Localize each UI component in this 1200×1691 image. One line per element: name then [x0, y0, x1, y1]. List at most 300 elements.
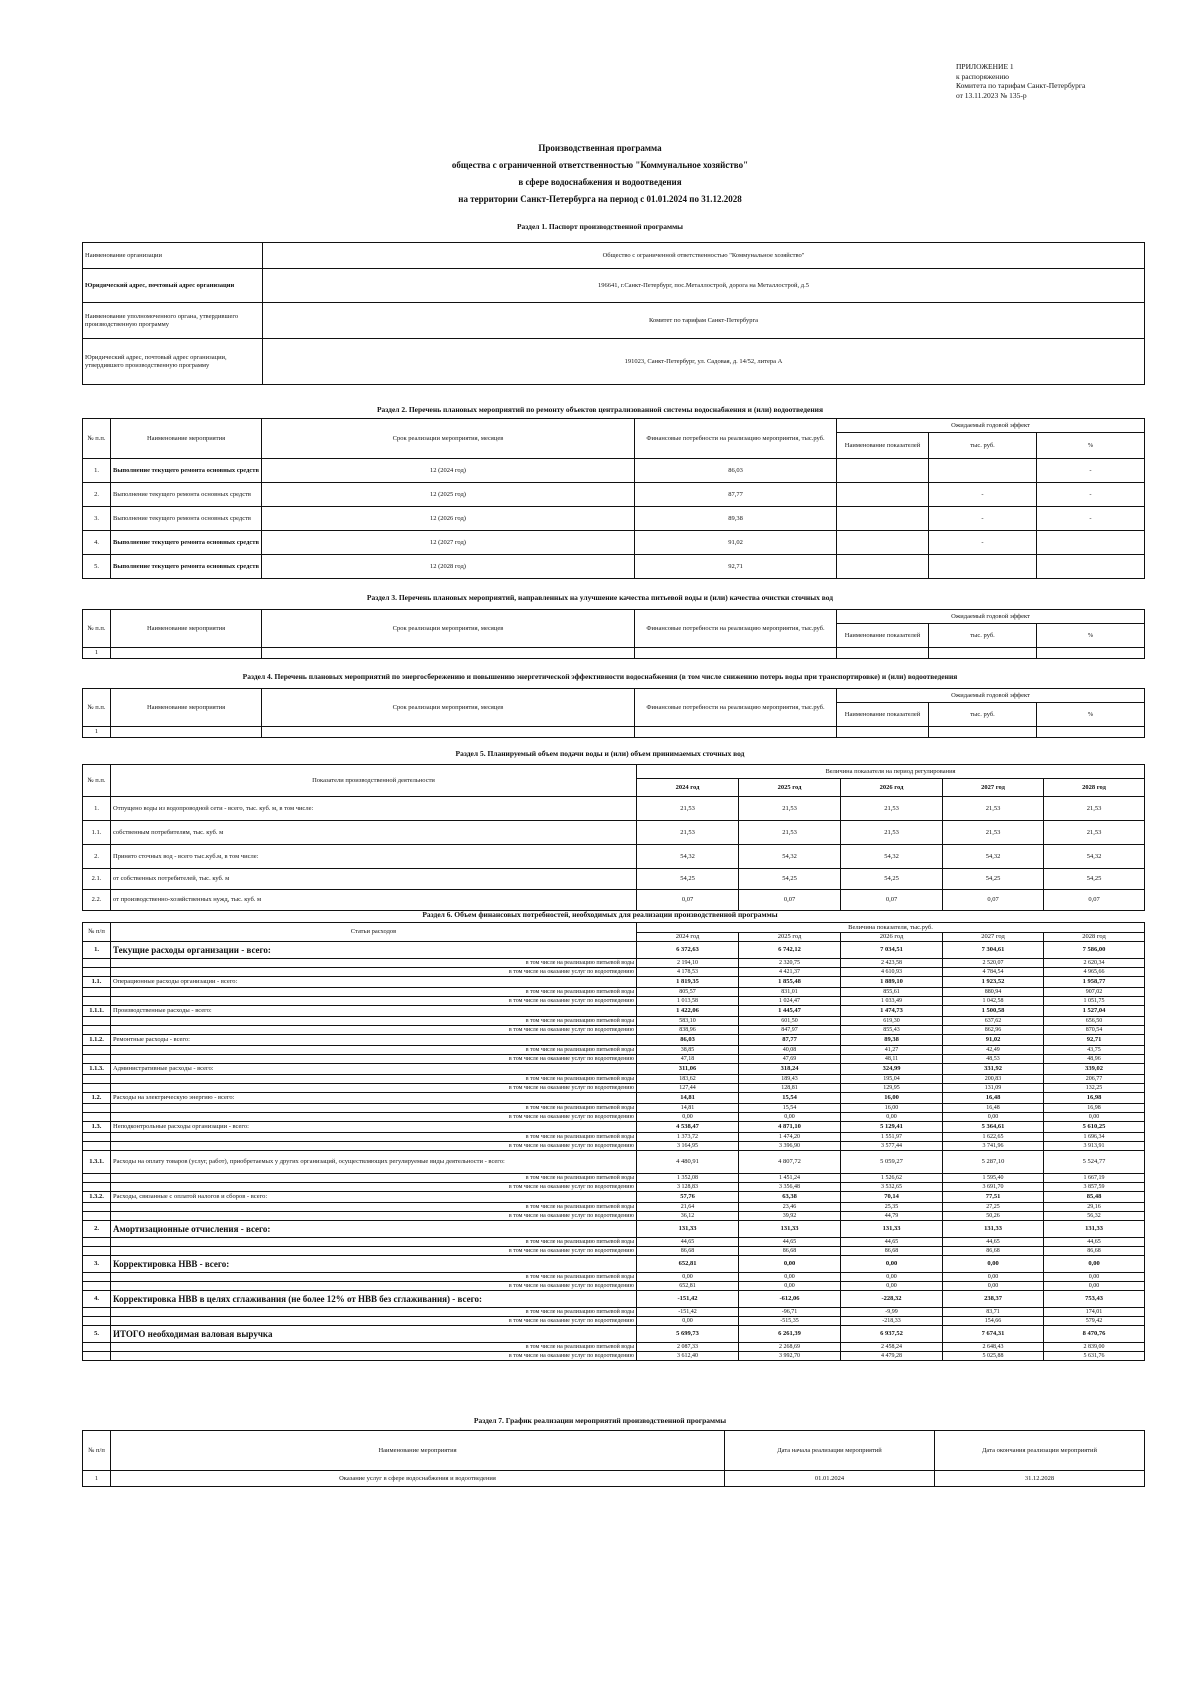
row-value: 831,01 [739, 988, 841, 997]
row-value: 2 320,75 [739, 959, 841, 968]
passport-label: Юридический адрес, почтовый адрес организации, утвердившего производственную программу [83, 339, 263, 385]
row-value: 21,53 [637, 821, 739, 845]
row-percent: - [1037, 459, 1145, 483]
row-num [83, 1046, 111, 1055]
header-year: 2024 год [637, 933, 739, 942]
row-num [83, 1142, 111, 1151]
row-value: 4 965,66 [1044, 968, 1145, 977]
table-row [83, 648, 1145, 659]
row-value: 0,00 [943, 1282, 1044, 1291]
row-value: 3 396,90 [739, 1142, 841, 1151]
passport-label: Наименование организации [83, 243, 263, 269]
table-subrow [83, 1046, 1145, 1055]
row-value: 1 526,62 [841, 1174, 943, 1183]
table-subrow [83, 1133, 1145, 1142]
row-value: 1 445,47 [739, 1006, 841, 1017]
row-value: 44,79 [841, 1212, 943, 1221]
section-4-title: Раздел 4. Перечень плановых мероприятий по энергосбережению и повышению энергетической эффективности водоснабжения (в том числе снижению потерь воды при транспортировке) и (или) водоотведения [242, 672, 958, 681]
row-value: 54,25 [943, 869, 1044, 890]
row-value: 1 451,24 [739, 1174, 841, 1183]
row-value: 54,25 [1044, 869, 1145, 890]
row-value: 5 059,27 [841, 1151, 943, 1174]
row-value: 1 696,34 [1044, 1133, 1145, 1142]
row-num [83, 1352, 111, 1361]
row-num: 3. [83, 507, 111, 531]
row-value: 3 577,44 [841, 1142, 943, 1151]
row-value: 753,43 [1044, 1291, 1145, 1308]
table-row [83, 1151, 1145, 1174]
row-value: 44,65 [739, 1238, 841, 1247]
row-value: 183,62 [637, 1075, 739, 1084]
row-label: в том числе на оказание услуг по водоотведению [111, 1212, 637, 1221]
row-value: 131,33 [841, 1221, 943, 1238]
row-label: Расходы на электрическую энергию - всего: [111, 1093, 637, 1104]
row-value: 54,32 [637, 845, 739, 869]
row-value: 54,25 [637, 869, 739, 890]
row-label: в том числе на оказание услуг по водоотведению [111, 1183, 637, 1192]
row-value: 855,43 [841, 1026, 943, 1035]
table-row [83, 821, 1145, 845]
row-value: 805,57 [637, 988, 739, 997]
quality-plan-table [82, 609, 1145, 659]
row-label: в том числе на оказание услуг по водоотведению [111, 1317, 637, 1326]
table-row [83, 942, 1145, 959]
row-value: 4 610,93 [841, 968, 943, 977]
row-num: 1.1.1. [83, 1006, 111, 1017]
row-value: 5 129,41 [841, 1122, 943, 1133]
financial-needs-table [82, 922, 1145, 1361]
row-value: 128,81 [739, 1084, 841, 1093]
row-value: 44,65 [841, 1238, 943, 1247]
row-value: -151,42 [637, 1308, 739, 1317]
row-value: 0,00 [637, 1113, 739, 1122]
header-num: № п.п. [83, 765, 111, 797]
row-indicator [837, 483, 929, 507]
table-header-row [83, 765, 1145, 779]
table-subrow [83, 968, 1145, 977]
row-label: в том числе на оказание услуг по водоотведению [111, 1084, 637, 1093]
section-2-title: Раздел 2. Перечень плановых мероприятий по ремонту объектов централизованной системы водоснабжения и (или) водоотведения [376, 405, 824, 414]
row-value: 583,10 [637, 1017, 739, 1026]
row-label: Текущие расходы организации - всего: [111, 942, 637, 959]
row-value: 0,00 [943, 1256, 1044, 1273]
row-label: в том числе на реализацию питьевой воды [111, 1238, 637, 1247]
row-value: 21,53 [1044, 821, 1145, 845]
row-num [83, 1017, 111, 1026]
table-header-row [83, 419, 1145, 433]
row-value: 47,69 [739, 1055, 841, 1064]
volume-table [82, 764, 1145, 911]
row-num: 1.1.3. [83, 1064, 111, 1075]
row-value: 21,53 [739, 821, 841, 845]
row-value: 131,33 [1044, 1221, 1145, 1238]
table-subrow [83, 1273, 1145, 1282]
row-value: 0,07 [841, 890, 943, 911]
row-value: 14,81 [637, 1093, 739, 1104]
row-value: 43,75 [1044, 1046, 1145, 1055]
row-value: 5 699,73 [637, 1326, 739, 1343]
row-value: 331,92 [943, 1064, 1044, 1075]
row-value: 4 871,10 [739, 1122, 841, 1133]
row-value: 16,98 [1044, 1104, 1145, 1113]
row-value: 870,54 [1044, 1026, 1145, 1035]
row-value: 4 480,91 [637, 1151, 739, 1174]
row-num [83, 1183, 111, 1192]
row-num [83, 1174, 111, 1183]
table-row [83, 1326, 1145, 1343]
section-7-title: Раздел 7. График реализации мероприятий производственной программы [473, 1416, 727, 1425]
row-value: 21,53 [841, 821, 943, 845]
row-value: 0,00 [739, 1113, 841, 1122]
table-row [83, 1006, 1145, 1017]
row-value: 3 612,40 [637, 1352, 739, 1361]
row-value: 38,85 [637, 1046, 739, 1055]
row-thousand-rub [929, 459, 1037, 483]
row-num: 1 [83, 1471, 111, 1487]
row-thousand-rub: - [929, 483, 1037, 507]
table-row [83, 339, 1145, 385]
row-num: 1. [83, 459, 111, 483]
row-value: 0,00 [739, 1273, 841, 1282]
row-value: 2 268,69 [739, 1343, 841, 1352]
header-effect: Ожидаемый годовой эффект [837, 610, 1145, 624]
row-value: 0,00 [841, 1113, 943, 1122]
row-num [83, 1203, 111, 1212]
row-value: 132,25 [1044, 1084, 1145, 1093]
row-percent: - [1037, 483, 1145, 507]
row-num [83, 1247, 111, 1256]
table-subrow [83, 1308, 1145, 1317]
row-label: Неподконтрольные расходы организации - всего: [111, 1122, 637, 1133]
row-value: 21,53 [739, 797, 841, 821]
document-title [0, 140, 1200, 208]
row-value: 1 595,40 [943, 1174, 1044, 1183]
table-row [83, 1122, 1145, 1133]
title-line: в сфере водоснабжения и водоотведения [518, 177, 682, 187]
row-value: 1 051,75 [1044, 997, 1145, 1006]
row-value: 89,38 [841, 1035, 943, 1046]
row-label: в том числе на реализацию питьевой воды [111, 1046, 637, 1055]
table-row [83, 1256, 1145, 1273]
row-indicator [837, 531, 929, 555]
header-event: Наименование мероприятия [111, 610, 262, 648]
row-term: 12 (2025 год) [262, 483, 635, 507]
row-value: 0,00 [739, 1282, 841, 1291]
row-value: 0,00 [841, 1282, 943, 1291]
row-value: 1 042,58 [943, 997, 1044, 1006]
row-num [83, 1317, 111, 1326]
row-thousand-rub: - [929, 507, 1037, 531]
row-num [83, 1113, 111, 1122]
table-row [83, 1471, 1145, 1487]
row-num: 3. [83, 1256, 111, 1273]
row-value: 44,65 [637, 1238, 739, 1247]
row-event: Выполнение текущего ремонта основных средств [111, 459, 262, 483]
row-label: в том числе на оказание услуг по водоотведению [111, 1247, 637, 1256]
row-value: 174,01 [1044, 1308, 1145, 1317]
row-value: 1 923,52 [943, 977, 1044, 988]
row-num [83, 959, 111, 968]
repair-plan-table [82, 418, 1145, 579]
header-num: № п/п [83, 923, 111, 942]
appendix-line: ПРИЛОЖЕНИЕ 1 [956, 62, 1014, 71]
row-value: 2 648,43 [943, 1343, 1044, 1352]
header-event: Наименование мероприятия [111, 1431, 725, 1471]
row-value: 3 532,65 [841, 1183, 943, 1192]
row-value: 7 304,61 [943, 942, 1044, 959]
row-num [83, 1026, 111, 1035]
header-indicator: Наименование показателей [837, 433, 929, 459]
passport-label: Наименование уполномоченного органа, утвердившего производственную программу [83, 303, 263, 339]
row-value: 1 033,49 [841, 997, 943, 1006]
row-value: 4 178,53 [637, 968, 739, 977]
row-label: от производственно-хозяйственных нужд, тыс. куб. м [111, 890, 637, 911]
header-indicator: Наименование показателей [837, 703, 929, 727]
header-period: Величина показателя на период регулирования [637, 765, 1145, 779]
row-value: 838,96 [637, 1026, 739, 1035]
row-value: 14,81 [637, 1104, 739, 1113]
row-num: 4. [83, 531, 111, 555]
title-line: на территории Санкт-Петербурга на период с 01.01.2024 по 31.12.2028 [458, 194, 742, 204]
row-value: 16,00 [841, 1093, 943, 1104]
row-value: 1 622,65 [943, 1133, 1044, 1142]
header-thousand-rub: тыс. руб. [929, 703, 1037, 727]
row-value: 21,53 [943, 821, 1044, 845]
header-finance: Финансовые потребности на реализацию мероприятия, тыс.руб. [635, 689, 837, 727]
row-num: 2. [83, 1221, 111, 1238]
row-label: Административные расходы - всего: [111, 1064, 637, 1075]
header-percent: % [1037, 703, 1145, 727]
row-value: 86,68 [841, 1247, 943, 1256]
row-value: 0,00 [841, 1256, 943, 1273]
row-value: 56,32 [1044, 1212, 1145, 1221]
row-indicator [837, 555, 929, 579]
row-label: Корректировка НВВ в целях сглаживания (не более 12% от НВВ без сглаживания) - всего: [111, 1291, 637, 1308]
row-value: 3 913,91 [1044, 1142, 1145, 1151]
passport-value: 196641, г.Санкт-Петербург, пос.Металлострой, дорога на Металлострой, д.5 [263, 269, 1145, 303]
row-value: 1 855,48 [739, 977, 841, 988]
header-percent: % [1037, 433, 1145, 459]
row-value: 1 024,47 [739, 997, 841, 1006]
row-value: 48,96 [1044, 1055, 1145, 1064]
row-label: собственным потребителям, тыс. куб. м [111, 821, 637, 845]
header-num: № п.п. [83, 419, 111, 459]
header-effect: Ожидаемый годовой эффект [837, 689, 1145, 703]
row-value: 0,07 [637, 890, 739, 911]
row-num: 1.3.2. [83, 1192, 111, 1203]
table-row [83, 1035, 1145, 1046]
header-end-date: Дата окончания реализации мероприятий [935, 1431, 1145, 1471]
row-value: 39,92 [739, 1212, 841, 1221]
table-row [83, 243, 1145, 269]
section-5-title: Раздел 5. Планируемый объем подачи воды и (или) объем принимаемых сточных вод [455, 749, 745, 758]
row-value: 339,02 [1044, 1064, 1145, 1075]
row-num [83, 1075, 111, 1084]
table-row [83, 507, 1145, 531]
header-year: 2024 год [637, 779, 739, 797]
row-value: 206,77 [1044, 1075, 1145, 1084]
row-num: 1.1. [83, 977, 111, 988]
row-value: 579,42 [1044, 1317, 1145, 1326]
section-3-title: Раздел 3. Перечень плановых мероприятий, направленных на улучшение качества питьевой воды и (или) качества очистки сточных вод [366, 593, 834, 602]
row-label: от собственных потребителей, тыс. куб. м [111, 869, 637, 890]
passport-value: Общество с ограниченной ответственностью "Коммунальное хозяйство" [263, 243, 1145, 269]
row-value: 1 422,06 [637, 1006, 739, 1017]
row-num [83, 1308, 111, 1317]
header-event: Наименование мероприятия [111, 689, 262, 727]
row-value: 0,00 [637, 1273, 739, 1282]
row-event: Выполнение текущего ремонта основных средств [111, 507, 262, 531]
table-row [83, 555, 1145, 579]
row-value: 47,18 [637, 1055, 739, 1064]
row-value: 83,71 [943, 1308, 1044, 1317]
row-label: Отпущено воды из водопроводной сети - всего, тыс. куб. м, в том числе: [111, 797, 637, 821]
row-value: 656,50 [1044, 1017, 1145, 1026]
table-row [83, 1093, 1145, 1104]
passport-label: Юридический адрес, почтовый адрес организации [83, 269, 263, 303]
row-label: в том числе на реализацию питьевой воды [111, 1104, 637, 1113]
row-value: 7 674,31 [943, 1326, 1044, 1343]
row-value: 44,65 [1044, 1238, 1145, 1247]
title-line: общества с ограниченной ответственностью "Коммунальное хозяйство" [451, 160, 749, 170]
row-num [83, 1273, 111, 1282]
table-row [83, 727, 1145, 738]
header-num: № п.п. [83, 689, 111, 727]
row-num: 1. [83, 942, 111, 959]
row-label: в том числе на оказание услуг по водоотведению [111, 1113, 637, 1122]
row-num: 1.3.1. [83, 1151, 111, 1174]
row-value: 195,04 [841, 1075, 943, 1084]
table-row [83, 869, 1145, 890]
row-value: 7 586,00 [1044, 942, 1145, 959]
header-effect: Ожидаемый годовой эффект [837, 419, 1145, 433]
row-thousand-rub [929, 555, 1037, 579]
table-subrow [83, 1104, 1145, 1113]
row-value: 131,09 [943, 1084, 1044, 1093]
row-value: 50,26 [943, 1212, 1044, 1221]
appendix-line: от 13.11.2023 № 135-р [956, 90, 1027, 100]
appendix-header [956, 62, 1085, 100]
row-value: -218,33 [841, 1317, 943, 1326]
row-num: 2.2. [83, 890, 111, 911]
row-label: в том числе на реализацию питьевой воды [111, 1273, 637, 1282]
row-value: 4 421,37 [739, 968, 841, 977]
row-percent [1037, 531, 1145, 555]
row-value: -515,35 [739, 1317, 841, 1326]
table-row [83, 1064, 1145, 1075]
row-num [83, 988, 111, 997]
row-value: 1 527,04 [1044, 1006, 1145, 1017]
row-value: 0,00 [943, 1273, 1044, 1282]
row-label: Амортизационные отчисления - всего: [111, 1221, 637, 1238]
row-value: 15,54 [739, 1104, 841, 1113]
header-indicator: Наименование показателей [837, 624, 929, 648]
row-value: 5 524,77 [1044, 1151, 1145, 1174]
table-row [83, 1192, 1145, 1203]
row-value: 15,54 [739, 1093, 841, 1104]
row-value: 2 839,00 [1044, 1343, 1145, 1352]
row-value: 77,51 [943, 1192, 1044, 1203]
table-row [83, 797, 1145, 821]
row-value: 7 034,51 [841, 942, 943, 959]
row-value: 54,32 [1044, 845, 1145, 869]
row-label: в том числе на реализацию питьевой воды [111, 1174, 637, 1183]
row-label: в том числе на реализацию питьевой воды [111, 959, 637, 968]
table-row [83, 269, 1145, 303]
header-term: Срок реализации мероприятия, месяцев [262, 419, 635, 459]
row-value: 86,68 [739, 1247, 841, 1256]
row-value: 27,25 [943, 1203, 1044, 1212]
row-value: 29,16 [1044, 1203, 1145, 1212]
row-value: 0,07 [739, 890, 841, 911]
header-finance: Финансовые потребности на реализацию мероприятия, тыс.руб. [635, 419, 837, 459]
row-finance: 89,38 [635, 507, 837, 531]
table-row [83, 459, 1145, 483]
header-term: Срок реализации мероприятия, месяцев [262, 610, 635, 648]
row-value: 6 372,63 [637, 942, 739, 959]
table-subrow [83, 1174, 1145, 1183]
row-label: ИТОГО необходимая валовая выручка [111, 1326, 637, 1343]
row-value: 1 500,58 [943, 1006, 1044, 1017]
table-subrow [83, 1247, 1145, 1256]
row-label: в том числе на реализацию питьевой воды [111, 1308, 637, 1317]
row-value: 1 373,72 [637, 1133, 739, 1142]
row-num [83, 1104, 111, 1113]
row-value: 0,00 [1044, 1113, 1145, 1122]
row-value: 21,53 [1044, 797, 1145, 821]
row-value: 619,30 [841, 1017, 943, 1026]
row-finance: 91,02 [635, 531, 837, 555]
row-value: 1 819,35 [637, 977, 739, 988]
table-subrow [83, 1352, 1145, 1361]
row-value: 16,48 [943, 1093, 1044, 1104]
row-value: 5 025,88 [943, 1352, 1044, 1361]
row-term: 12 (2028 год) [262, 555, 635, 579]
table-subrow [83, 959, 1145, 968]
row-value: 40,08 [739, 1046, 841, 1055]
row-value: 4 784,54 [943, 968, 1044, 977]
row-event: Выполнение текущего ремонта основных средств [111, 483, 262, 507]
header-num: № п/п [83, 1431, 111, 1471]
row-num: 2. [83, 845, 111, 869]
row-value: 189,43 [739, 1075, 841, 1084]
row-value: 8 470,76 [1044, 1326, 1145, 1343]
row-value: 48,11 [841, 1055, 943, 1064]
row-value: 855,61 [841, 988, 943, 997]
row-value: 131,33 [943, 1221, 1044, 1238]
row-num [83, 997, 111, 1006]
row-label: в том числе на оказание услуг по водоотведению [111, 968, 637, 977]
row-value: 0,00 [1044, 1273, 1145, 1282]
row-value: 6 937,52 [841, 1326, 943, 1343]
table-header-row [83, 610, 1145, 624]
row-label: Операционные расходы организации - всего: [111, 977, 637, 988]
row-value: 63,38 [739, 1192, 841, 1203]
row-event: Выполнение текущего ремонта основных средств [111, 531, 262, 555]
row-label: в том числе на реализацию питьевой воды [111, 1075, 637, 1084]
row-value: -228,32 [841, 1291, 943, 1308]
row-num: 1 [83, 648, 111, 659]
row-value: 21,53 [943, 797, 1044, 821]
row-value: 54,25 [739, 869, 841, 890]
header-year: 2026 год [841, 779, 943, 797]
row-label: Корректировка НВВ - всего: [111, 1256, 637, 1273]
row-value: 880,94 [943, 988, 1044, 997]
row-value: 87,77 [739, 1035, 841, 1046]
row-num [83, 1343, 111, 1352]
table-subrow [83, 988, 1145, 997]
row-label: в том числе на оказание услуг по водоотведению [111, 1282, 637, 1291]
